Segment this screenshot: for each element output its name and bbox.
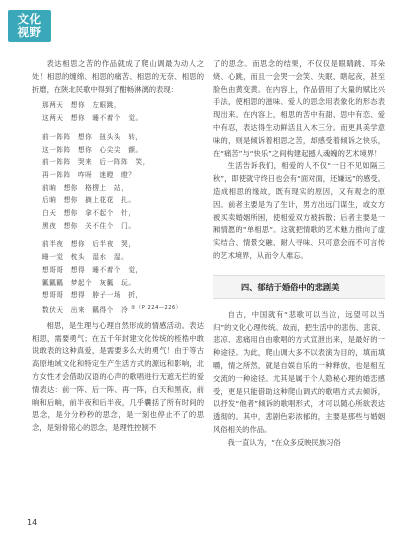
verse-text: 数伏天 出来 瓤得个 冷 [42, 306, 129, 315]
verse-line: 前一阵阵 哭来 后一阵阵 笑， [42, 158, 150, 167]
column-label-line1: 文化 [17, 12, 42, 26]
body-paragraph: 自古，中国就有“悲歌可以当泣，远望可以当归”的文化心理传统。故而，把生活中的悲伤、悲哀、悲凉、悲痛用自由歌唱的方式宣泄出来，是最好的一种途径。为此，爬山调大多不以表演为目的，填而填嚼，情之所然，就是自娱自乐的一种释放，也是相互交流的一种途径。尤其是属于个人隐秘心理的婚恋感受，更是只能借助这种爬山调式的歌唱方式去倾诉，以抒发“他者”倾诉的歌唱形式，才可以随心所欲表达透彻的。其中，悲剧色彩浓郁的，主要是那些与婚姻风俗相关的作品。 [213, 309, 385, 434]
citation-mark: ②（P 224—226） [131, 304, 182, 311]
body-paragraph: 了的思念。而思念的结果，不仅仅是眼睛跳、耳朵烧、心跳，而且一会哭一会笑、失眠、瞎起夜，甚至脸色由黄变黄。在内容上，作品借用了大量的赋比兴手法，使相思的滋味、爱人的思念用表象化的形态表现出来。在内容上，相思的苦中有甜、思中有恋、爱中有忍，表达得生动鲜活且入木三分。而更具美学意味的，则是倾诉着相思之苦，却感受着倾诉之快乐，在“痛苦”与“快乐”之间构建起撼人魂魄的艺术境界！ [213, 59, 385, 158]
verse-line: 前晌 想你 格楞上 站， [42, 183, 129, 192]
verse-line-last [42, 302, 204, 317]
body-paragraph: 我一直认为，“在众多反映民族习俗 [227, 437, 341, 447]
verse-line: 前一阵阵 想你 扭头头 转， [42, 132, 143, 141]
verse-line: 再一阵阵 咋呀 迷瞪 瞪？ [42, 170, 136, 179]
body-paragraph: 生活告诉我们，相爱的人不仅“一日不见如隔三秋”，即使就守终日也会有“面对面，还嫌远”的感受。造成相思的缘故，既有现实的原因，又有观念的原因。前者主要是为了生计，男方出远门谋生，或女方被买卖婚姻所困，使相爱双方被拆散；后者主要是一厢情愿的“单相思”。这就把情歌的艺术魅力推向了虚实结合、情景交融、耐人寻味、只可意会而不可言传的艺术境界，从而令人难忘。 [213, 161, 385, 260]
verse-line: 睡一觉 枕头 湿水 湿。 [42, 253, 129, 262]
page-number: 14 [27, 518, 38, 527]
right-column [213, 58, 385, 450]
column-label-line2: 视野 [17, 25, 42, 39]
verse-line: 黑夜 想你 关不住个 门。 [42, 221, 136, 230]
verse-line: 白天 想你 拿不起个 针， [42, 209, 136, 218]
verse-line: 想哥哥 想得 睡不着个 觉， [42, 265, 143, 274]
verse-line: 瓤瓤瓤 梦起个 灰瓤 玩。 [42, 278, 136, 287]
verse-line: 想哥哥 想得 脖子一场 折， [42, 291, 143, 300]
verse-line: 后晌 想你 摘上花花 扎。 [42, 196, 136, 205]
body-paragraph: 相思，是生理与心理自然形成的情感活动。表达相思，需要勇气；在五千年封建文化传统的桎梏中敢说敢表的这种真爱，是需要多么大的勇气！由于等古高原地域文化和特定生产生活方式的源远和影响，北方女性才会借助汉语的心声的歌唱进行无遮无拦的爱情表达：前一阵、后一阵、再一阵，白天和黑夜，前晌和后晌，前半夜和后半夜，几乎囊括了所有时间的思念，是分分秒秒的思念，是一刻也停止不了的思念，是刻骨铭心的思念，是理性控制不 [32, 320, 204, 433]
verse-line: 这两天 想你 睡不着个 觉。 [42, 114, 143, 123]
folk-song-verses [32, 99, 204, 316]
intro-paragraph: 表达相思之苦的作品就成了爬山调最为动人之处！相思的缠绵、相思的痛苦、相思的无奈、相思的折磨，在陕北民歌中得到了酣畅淋漓的表现： [32, 59, 204, 94]
section-heading: 四、郁结于婚俗中的悲剧美 [213, 275, 385, 299]
verse-line: 那两天 想你 左眼跳， [42, 101, 122, 110]
verse-line: 前半夜 想你 后半夜 哭， [42, 240, 136, 249]
column-label-badge [8, 10, 51, 42]
left-column [32, 58, 204, 435]
verse-line: 这一阵阵 想你 心尖尖 颤。 [42, 145, 143, 154]
